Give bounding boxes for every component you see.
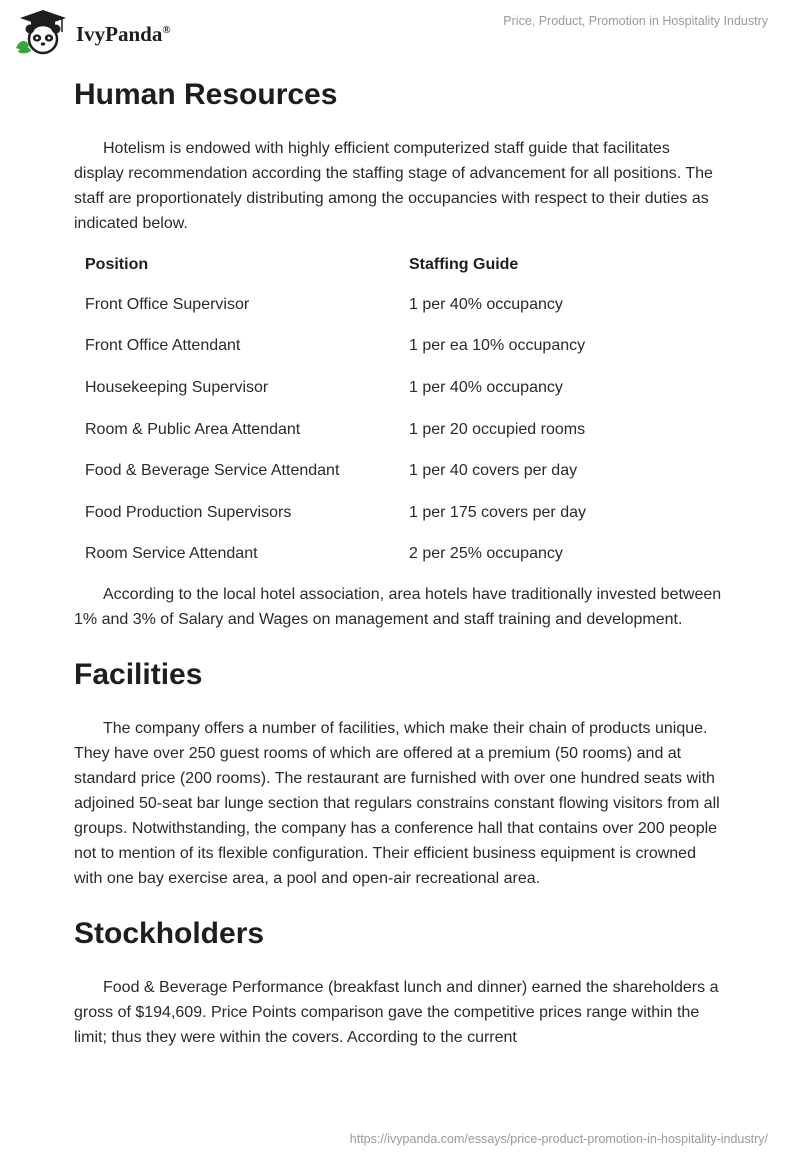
table-row xyxy=(74,492,724,534)
table-row xyxy=(74,326,724,368)
position-cell: Front Office Supervisor xyxy=(85,295,250,313)
heading-facilities: Facilities xyxy=(74,658,203,692)
staffing-cell: 1 per ea 10% occupancy xyxy=(409,337,586,355)
position-cell: Food & Beverage Service Attendant xyxy=(85,462,340,480)
paragraph-hr-intro: Hotelism is endowed with highly efficient computerized staff guide that facilitates display recommendation according the staffing stage of advancement for all positions. The staff are proportionately distributing among the occupancies with respect to their duties as indicated below. xyxy=(74,140,713,232)
table-header-row xyxy=(74,246,724,284)
staffing-cell: 1 per 40 covers per day xyxy=(409,462,578,480)
running-title: Price, Product, Promotion in Hospitality Industry xyxy=(503,14,768,28)
source-url[interactable]: https://ivypanda.com/essays/price-product-promotion-in-hospitality-industry/ xyxy=(349,1132,768,1146)
column-header-staffing-guide: Staffing Guide xyxy=(409,256,519,273)
position-cell: Room & Public Area Attendant xyxy=(85,420,301,438)
paragraph-facilities: The company offers a number of facilities, which make their chain of products unique. They have over 250 guest rooms of which are offered at a premium (50 rooms) and at standard price (200 rooms). The restaurant are furnished with over one hundred seats with adjoined 50-seat bar lunge section that regulars constrains constant flowing visitors from all groups. Notwithstanding, the company has a conference hall that contains over 200 people not to mention of its flexible configuration. Their efficient business equipment is crowned with one bay exercise area, a pool and open-air recreational area. xyxy=(74,720,720,888)
staffing-cell: 1 per 175 covers per day xyxy=(409,503,586,521)
position-cell: Housekeeping Supervisor xyxy=(85,378,269,396)
brand-name: IvyPanda® xyxy=(76,21,171,46)
position-cell: Front Office Attendant xyxy=(85,337,241,355)
essay-content xyxy=(74,68,724,1050)
paragraph-stockholders: Food & Beverage Performance (breakfast lunch and dinner) earned the shareholders a gross of $194,609. Price Points comparison gave the competitive prices range within the limit; thus they were within the covers. According to the current xyxy=(74,979,719,1047)
position-cell: Room Service Attendant xyxy=(85,545,258,563)
page-header xyxy=(0,0,800,64)
table-row xyxy=(74,284,724,326)
staffing-cell: 1 per 40% occupancy xyxy=(409,378,563,396)
column-header-position: Position xyxy=(85,256,149,273)
brand-logo[interactable] xyxy=(14,9,171,55)
table-row xyxy=(74,409,724,451)
table-row xyxy=(74,450,724,492)
table-row xyxy=(74,534,724,576)
staffing-table xyxy=(74,246,724,575)
staffing-cell: 1 per 20 occupied rooms xyxy=(409,420,586,438)
table-row xyxy=(74,367,724,409)
panda-graduate-icon xyxy=(14,8,72,56)
staffing-cell: 2 per 25% occupancy xyxy=(409,545,563,563)
heading-human-resources: Human Resources xyxy=(74,78,338,111)
position-cell: Food Production Supervisors xyxy=(85,503,292,521)
paragraph-hr-outro: According to the local hotel association, area hotels have traditionally invested between 1% and 3% of Salary and Wages on management and staff training and development. xyxy=(74,586,722,629)
heading-stockholders: Stockholders xyxy=(74,917,265,951)
staffing-cell: 1 per 40% occupancy xyxy=(409,295,563,313)
